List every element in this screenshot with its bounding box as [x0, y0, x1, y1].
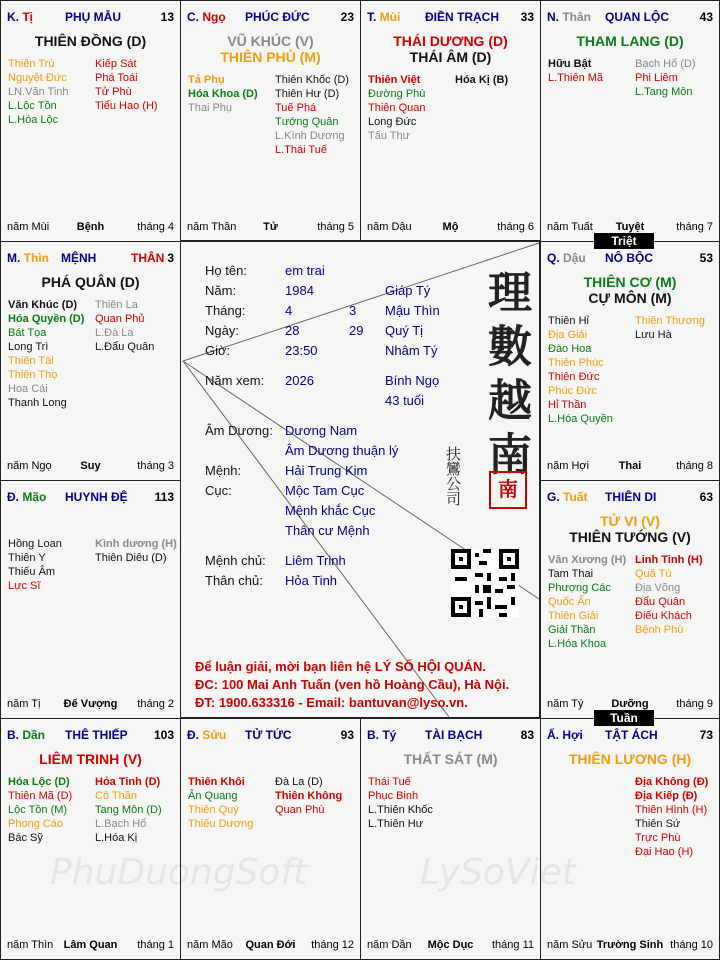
year-label: năm Mão	[187, 939, 233, 951]
branch-name: Sửu	[202, 728, 227, 742]
branch-name: Hợi	[562, 728, 583, 742]
minor-star: Thiên Sứ	[635, 818, 681, 830]
minor-star: Lực Sĩ	[8, 580, 41, 592]
year-label: năm Tị	[7, 698, 41, 710]
menh-chu-value: Liêm Trinh	[285, 553, 346, 568]
life-stage: Đế Vượng	[63, 698, 118, 710]
month-label: tháng 2	[137, 698, 174, 710]
minor-star: Hỉ Thần	[548, 399, 587, 411]
minor-stars-right	[455, 73, 508, 87]
decade-number: 3	[167, 251, 174, 265]
minor-star: Hóa Lộc (D)	[8, 776, 70, 788]
branch-name: Mão	[22, 490, 47, 504]
minor-stars-right	[95, 298, 154, 354]
major-star: VŨ KHÚC (V)	[227, 33, 314, 49]
minor-star: Quốc Ấn	[548, 596, 591, 608]
minor-star: Địa Kiếp (Đ)	[635, 790, 698, 802]
palace-name: TÀI BẠCH	[425, 728, 483, 742]
watermark-right: LySoViet	[420, 852, 576, 893]
year-label: năm Mùi	[7, 221, 50, 233]
hour-value: 23:50	[285, 343, 318, 358]
minor-star: Phúc Đức	[548, 385, 597, 397]
calligraphy-logo: 理數越南	[480, 269, 531, 485]
major-star: PHÁ QUÂN (D)	[41, 274, 140, 290]
minor-star: Hóa Quyền (D)	[8, 313, 85, 325]
minor-star: Đường Phù	[368, 88, 426, 100]
minor-star: Thiên Khôi	[188, 776, 245, 788]
contact-phone-email[interactable]: ĐT: 1900.633316 - Email: bantuvan@lyso.vn.	[195, 695, 468, 710]
minor-star: L.Hóa Quyền	[548, 413, 613, 425]
minor-star: Cô Thần	[95, 790, 137, 802]
palace-name: THÊ THIẾP	[65, 728, 128, 742]
minor-star: Phi Liêm	[635, 72, 678, 84]
branch-code: G.	[547, 490, 560, 504]
contact-address: ĐC: 100 Mai Anh Tuấn (ven hồ Hoàng Cầu), Hà Nội.	[195, 677, 510, 692]
palace-cell-dan[interactable]	[0, 718, 181, 960]
minor-star: L.Thiên Hư	[368, 818, 424, 830]
minor-star: Văn Khúc (D)	[8, 299, 78, 311]
palace-name: QUAN LỘC	[605, 10, 669, 24]
minor-star: Thiên Hình (H)	[635, 804, 708, 816]
cuc-value: Mộc Tam Cục	[285, 483, 365, 498]
minor-star: Thiên Hư (D)	[275, 88, 340, 100]
minor-stars-right	[635, 775, 708, 859]
year-label: Năm:	[205, 283, 237, 298]
minor-star: Thiên Việt	[368, 74, 421, 86]
qr-code[interactable]	[451, 549, 519, 617]
minor-star: Hồng Loan	[8, 538, 62, 550]
minor-star: Tử Phù	[95, 86, 132, 98]
menh-value: Hải Trung Kim	[285, 463, 368, 478]
minor-star: Thiên Khốc (D)	[275, 74, 349, 86]
minor-star: Thiên Quan	[368, 102, 426, 114]
life-stage: Tử	[263, 221, 278, 233]
minor-star: L.Bạch Hổ	[95, 818, 147, 830]
major-star: CỰ MÔN (M)	[588, 290, 672, 306]
minor-star: Địa Võng	[635, 582, 681, 594]
palace-name: PHÚC ĐỨC	[245, 10, 310, 24]
minor-stars-right	[275, 775, 342, 817]
branch-code: Đ.	[187, 728, 199, 742]
branch-code: N.	[547, 10, 559, 24]
major-star: THẤT SÁT (M)	[403, 751, 498, 767]
minor-star: Tam Thai	[548, 568, 594, 580]
branch-name: Thìn	[23, 251, 50, 265]
branch-code: Đ.	[7, 490, 19, 504]
minor-star: Lộc Tồn (M)	[8, 804, 68, 816]
year-can: Giáp Tý	[385, 283, 431, 298]
major-star: THAM LANG (D)	[576, 33, 684, 49]
month-can: Mậu Thìn	[385, 303, 440, 318]
than-chu-value: Hỏa Tinh	[285, 573, 338, 588]
minor-star: Ân Quang	[188, 790, 238, 802]
year-value: 1984	[285, 283, 314, 298]
branch-name: Ngọ	[202, 10, 226, 24]
minor-stars-left	[548, 553, 626, 651]
branch-name: Dậu	[563, 251, 586, 265]
minor-star: Long Trì	[8, 341, 49, 353]
palace-cell-thin[interactable]	[0, 241, 181, 481]
minor-star: Thiên Diêu (D)	[95, 552, 167, 564]
year-label: năm Sửu	[547, 939, 593, 951]
minor-star: Thiên Không	[275, 790, 343, 802]
month-label: tháng 11	[491, 939, 534, 951]
life-stage: Suy	[80, 460, 101, 472]
life-stage: Mộc Dục	[427, 939, 474, 951]
major-star: THÁI DƯƠNG (D)	[393, 33, 508, 49]
palace-cell-ti[interactable]	[0, 0, 181, 242]
minor-star: L.Thiên Khốc	[368, 804, 433, 816]
contact-line-1: Để luận giải, mời bạn liên hệ LÝ SỐ HỘI QUÁN.	[195, 659, 486, 674]
minor-star: Thiên Hỉ	[548, 315, 589, 327]
palace-cell-tuat[interactable]	[540, 480, 720, 719]
day-lunar: 29	[349, 323, 364, 338]
year-label: năm Dậu	[367, 221, 412, 233]
minor-stars-right	[95, 537, 177, 565]
decade-number: 43	[699, 10, 713, 24]
minor-star: Thiên Trù	[8, 58, 55, 70]
minor-star: Hoa Cái	[8, 383, 48, 395]
minor-stars-right	[95, 775, 162, 845]
branch-name: Mùi	[379, 10, 401, 24]
minor-star: Đại Hao (H)	[635, 846, 694, 858]
life-stage: Thai	[618, 460, 642, 472]
center-info-panel	[180, 240, 540, 718]
minor-star: Giải Thần	[548, 624, 596, 636]
minor-star: LN.Văn Tinh	[8, 86, 69, 98]
minor-star: Thiên Đức	[548, 371, 600, 383]
minor-star: Thiên Quý	[188, 804, 239, 816]
year-label: năm Thân	[187, 221, 237, 233]
minor-stars-left	[188, 775, 253, 831]
minor-star: Phá Toái	[95, 72, 138, 84]
life-stage: Dưỡng	[611, 698, 649, 710]
month-label: tháng 1	[137, 939, 174, 951]
decade-number: 23	[340, 10, 354, 24]
year-label: năm Tý	[547, 698, 584, 710]
day-can: Quý Tị	[385, 323, 424, 338]
minor-star: Thiên Thọ	[8, 369, 58, 381]
branch-code: Ấ.	[547, 728, 559, 742]
minor-star: Phượng Các	[548, 582, 611, 594]
palace-name: ĐIỀN TRẠCH	[425, 10, 499, 24]
branch-code: T.	[367, 10, 377, 24]
minor-stars-left	[8, 775, 72, 845]
month-label: tháng 6	[497, 221, 534, 233]
palace-cell-dau[interactable]	[540, 241, 720, 481]
palace-cell-ty[interactable]	[360, 718, 541, 960]
branch-code: Q.	[547, 251, 560, 265]
minor-star: Bệnh Phù	[635, 624, 684, 636]
red-seal: 南	[489, 471, 527, 509]
amduong-note: Âm Dương thuận lý	[285, 443, 399, 458]
major-star: THIÊN PHỦ (M)	[220, 49, 321, 65]
minor-star: Bát Tọa	[8, 327, 47, 339]
minor-star: Thiên La	[95, 299, 138, 311]
minor-star: L.Thái Tuế	[275, 144, 327, 156]
menh-chu-label: Mệnh chủ:	[205, 553, 266, 568]
month-lunar: 3	[349, 303, 357, 318]
life-stage: Bệnh	[76, 221, 105, 233]
palace-cell-mao[interactable]	[0, 480, 181, 719]
year-label: năm Ngọ	[7, 460, 52, 472]
minor-star: L.Đẩu Quân	[95, 341, 155, 353]
decade-number: 93	[340, 728, 354, 742]
major-star: THIÊN CƠ (M)	[583, 274, 677, 290]
minor-star: Phục Binh	[368, 790, 419, 802]
decade-number: 83	[520, 728, 534, 742]
branch-name: Tị	[22, 10, 34, 24]
life-stage: Lâm Quan	[63, 939, 118, 951]
month-label: tháng 8	[676, 460, 713, 472]
decade-number: 13	[160, 10, 174, 24]
minor-stars-left	[548, 314, 613, 426]
minor-star: Quan Phủ	[95, 313, 145, 325]
amduong-label: Âm Dương:	[205, 423, 273, 438]
minor-star: Phong Cáo	[8, 818, 64, 830]
major-star: LIÊM TRINH (V)	[39, 751, 142, 767]
minor-star: Hóa Kị (B)	[455, 74, 509, 86]
branch-name: Thân	[562, 10, 592, 24]
minor-stars-right	[95, 57, 158, 113]
life-stage: Quan Đới	[245, 939, 296, 951]
minor-star: L.Hóa Kị	[95, 832, 138, 844]
decade-number: 63	[699, 490, 713, 504]
minor-star: L.Hóa Lộc	[8, 114, 59, 126]
minor-star: Thiếu Âm	[8, 566, 56, 578]
minor-stars-right	[275, 73, 349, 157]
year-label: năm Tuất	[547, 221, 593, 233]
minor-star: Tướng Quân	[275, 116, 339, 128]
decade-number: 33	[520, 10, 534, 24]
decade-number: 103	[153, 728, 174, 742]
minor-star: Thiếu Dương	[188, 818, 254, 830]
minor-star: Địa Giải	[548, 329, 588, 341]
minor-stars-right	[635, 553, 703, 637]
hour-can: Nhâm Tý	[385, 343, 438, 358]
minor-star: Thiên Y	[8, 552, 46, 564]
view-year-value: 2026	[285, 373, 314, 388]
palace-cell-ngo[interactable]	[180, 0, 361, 242]
minor-star: Thiên Tài	[8, 355, 54, 367]
minor-star: Đào Hoa	[548, 343, 592, 355]
name-label: Họ tên:	[205, 263, 247, 278]
month-label: tháng 7	[676, 221, 713, 233]
minor-star: Linh Tinh (H)	[635, 554, 703, 566]
palace-name: NÔ BỘC	[605, 251, 653, 265]
seal-text: 扶鸞公司	[444, 446, 462, 506]
minor-star: Hữu Bật	[548, 58, 592, 70]
month-label: tháng 9	[676, 698, 713, 710]
year-label: năm Dần	[367, 939, 412, 951]
major-star: THIÊN LƯƠNG (H)	[568, 751, 692, 767]
cuc-label: Cục:	[205, 483, 232, 498]
year-label: năm Thìn	[7, 939, 54, 951]
minor-star: L.Đà La	[95, 327, 134, 339]
minor-star: Tang Môn (D)	[95, 804, 162, 816]
major-star: THIÊN TƯỚNG (V)	[569, 529, 691, 545]
minor-star: L.Tang Môn	[635, 86, 693, 98]
minor-star: Nguyệt Đức	[8, 72, 67, 84]
view-year-label: Năm xem:	[205, 373, 265, 388]
minor-star: Thiên Thương	[635, 315, 706, 327]
minor-star: Bạch Hổ (D)	[635, 58, 696, 70]
minor-star: Thanh Long	[8, 397, 67, 409]
minor-star: Thiên Giải	[548, 610, 599, 622]
minor-star: Quả Tú	[635, 568, 672, 580]
minor-star: L.Kình Dương	[275, 130, 345, 142]
decade-number: 53	[699, 251, 713, 265]
minor-star: L.Thiên Mã	[548, 72, 604, 84]
minor-stars-right	[635, 314, 705, 342]
day-label: Ngày:	[205, 323, 239, 338]
than-marker: THÂN	[131, 251, 165, 265]
decade-number: 113	[154, 490, 174, 504]
tuan-flag: Tuần	[594, 710, 654, 726]
minor-stars-left	[548, 57, 603, 85]
minor-star: Điếu Khách	[635, 610, 692, 622]
branch-name: Tý	[382, 728, 397, 742]
major-star: THIÊN ĐỒNG (D)	[34, 33, 147, 49]
month-label: tháng 4	[137, 221, 174, 233]
palace-cell-than[interactable]	[540, 0, 720, 242]
day-value: 28	[285, 323, 300, 338]
life-stage: Trường Sinh	[596, 939, 664, 951]
minor-star: Kình dương (H)	[95, 538, 177, 550]
minor-star: Quan Phù	[275, 804, 325, 816]
menh-label: Mệnh:	[205, 463, 242, 478]
minor-star: Tấu Thư	[368, 130, 411, 142]
minor-star: Trực Phù	[635, 832, 681, 844]
decade-number: 73	[699, 728, 713, 742]
minor-stars-left	[368, 775, 433, 831]
amduong-value: Dương Nam	[285, 423, 358, 438]
minor-star: Long Đức	[368, 116, 417, 128]
year-label: năm Hợi	[547, 460, 590, 472]
branch-code: B.	[367, 728, 379, 742]
major-star: TỬ VI (V)	[600, 513, 660, 529]
minor-star: Bác Sỹ	[8, 832, 43, 844]
minor-stars-left	[8, 57, 69, 127]
minor-star: Kiếp Sát	[95, 58, 137, 70]
cuc-note: Mệnh khắc Cục	[285, 503, 376, 518]
than-chu-label: Thân chủ:	[205, 573, 263, 588]
month-value: 4	[285, 303, 293, 318]
than-cu-note: Thân cư Mệnh	[285, 523, 370, 538]
palace-cell-mui[interactable]	[360, 0, 541, 242]
minor-star: Đà La (D)	[275, 776, 323, 788]
minor-star: Thai Phụ	[188, 102, 233, 114]
branch-code: M.	[7, 251, 21, 265]
minor-stars-left	[8, 537, 62, 593]
age-value: 43 tuổi	[385, 393, 425, 408]
view-year-can: Bính Ngọ	[385, 373, 440, 388]
minor-star: Thiên Phúc	[548, 357, 604, 369]
palace-name: TỬ TỨC	[245, 728, 292, 742]
minor-stars-left	[188, 73, 258, 115]
minor-stars-left	[8, 298, 84, 410]
minor-stars-left	[368, 73, 425, 143]
branch-code: B.	[7, 728, 19, 742]
minor-star: Hỏa Tinh (D)	[95, 776, 161, 788]
triet-flag: Triệt	[594, 233, 654, 249]
minor-star: L.Lộc Tồn	[8, 100, 57, 112]
branch-name: Tuất	[563, 490, 588, 504]
minor-star: Thiên Mã (D)	[8, 790, 73, 802]
palace-name: THIÊN DI	[605, 490, 657, 504]
major-star: THÁI ÂM (D)	[409, 49, 492, 65]
month-label: Tháng:	[205, 303, 246, 318]
minor-star: Tiểu Hao (H)	[95, 100, 158, 112]
minor-star: Tả Phụ	[188, 74, 225, 86]
life-stage: Tuyệt	[615, 221, 645, 233]
month-label: tháng 10	[670, 939, 713, 951]
month-label: tháng 5	[317, 221, 354, 233]
minor-star: Lưu Hà	[635, 329, 672, 341]
life-stage: Mộ	[442, 221, 459, 233]
name-value: em trai	[285, 263, 325, 278]
watermark-left: PhuDuongSoft	[50, 852, 308, 893]
hour-label: Giờ:	[205, 343, 231, 358]
month-label: tháng 3	[137, 460, 174, 472]
month-label: tháng 12	[311, 939, 354, 951]
minor-star: Địa Không (Đ)	[635, 776, 709, 788]
branch-code: C.	[187, 10, 199, 24]
palace-cell-suu[interactable]	[180, 718, 361, 960]
palace-name: MỆNH	[61, 251, 97, 265]
palace-name: TẬT ÁCH	[605, 728, 658, 742]
minor-star: Hóa Khoa (D)	[188, 88, 258, 100]
palace-cell-hoi[interactable]	[540, 718, 720, 960]
palace-name: PHỤ MẪU	[65, 10, 121, 24]
minor-star: Thái Tuế	[368, 776, 411, 788]
palace-name: HUYNH ĐỆ	[65, 490, 128, 504]
minor-stars-right	[635, 57, 696, 99]
minor-star: Tuế Phá	[275, 102, 317, 114]
branch-code: K.	[7, 10, 19, 24]
minor-star: Văn Xương (H)	[548, 554, 627, 566]
minor-star: Đẩu Quân	[635, 596, 686, 608]
minor-star: L.Hóa Khoa	[548, 638, 607, 650]
branch-name: Dần	[22, 728, 46, 742]
